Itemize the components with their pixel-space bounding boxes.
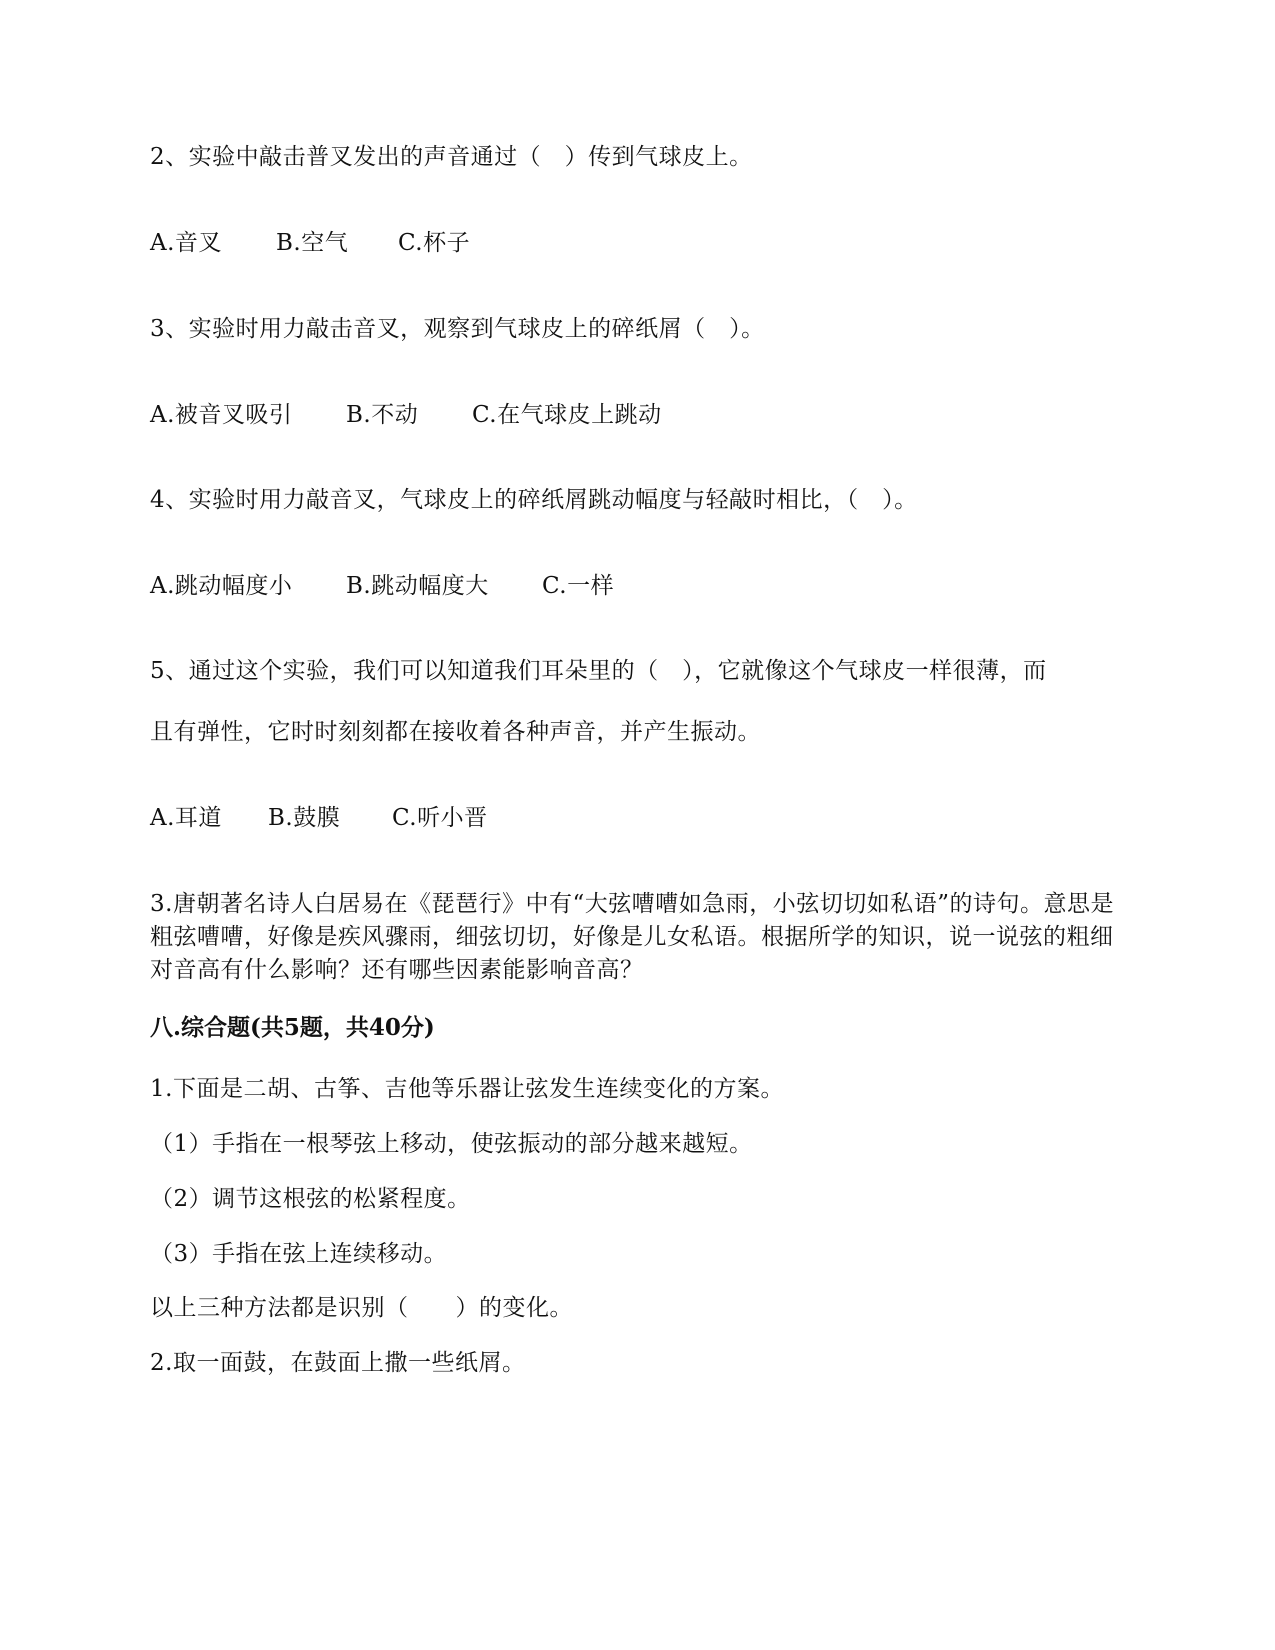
comprehensive-q1-stem: 1.下面是二胡、古筝、吉他等乐器让弦发生连续变化的方案。 [150, 1076, 784, 1102]
question-2-stem: 2、实验中敲击普叉发出的声音通过（ ）传到气球皮上。 [150, 144, 753, 170]
comprehensive-q1-item-1: （1）手指在一根琴弦上移动，使弦振动的部分越来越短。 [150, 1131, 753, 1157]
option-a: A.跳动幅度小 [150, 573, 293, 599]
comprehensive-q1-item-3: （3）手指在弦上连续移动。 [150, 1241, 448, 1267]
poem-question-paragraph: 3.唐朝著名诗人白居易在《琵琶行》中有“大弦嘈嘈如急雨，小弦切切如私语”的诗句。意思是粗弦嘈嘈，好像是疾风骤雨，细弦切切，好像是儿女私语。根据所学的知识，说一说弦的粗细对音高有什么影响？还有哪些因素能影响音高？ [150, 891, 1114, 983]
option-b: B.不动 [346, 402, 419, 428]
option-c: C.杯子 [398, 230, 471, 256]
question-2-options [150, 232, 470, 255]
option-c: C.一样 [542, 573, 615, 599]
question-3-stem: 3、实验时用力敲击音叉，观察到气球皮上的碎纸屑（ ）。 [150, 316, 765, 342]
option-a: A.音叉 [150, 230, 222, 256]
option-a: A.耳道 [150, 805, 222, 831]
comprehensive-q2-stem: 2.取一面鼓，在鼓面上撒一些纸屑。 [150, 1350, 526, 1376]
option-b: B.鼓膜 [268, 805, 341, 831]
section-heading: 八.综合题(共5题，共40分) [150, 1014, 435, 1041]
question-5-stem-line-2: 且有弹性，它时时刻刻都在接收着各种声音，并产生振动。 [150, 719, 761, 745]
question-5-stem-line-1: 5、通过这个实验，我们可以知道我们耳朵里的（ ），它就像这个气球皮一样很薄，而 [150, 658, 1047, 684]
option-b: B.跳动幅度大 [346, 573, 489, 599]
option-a: A.被音叉吸引 [150, 402, 293, 428]
comprehensive-q1-conclusion: 以上三种方法都是识别（ ）的变化。 [150, 1295, 573, 1321]
question-4-options [150, 575, 614, 598]
option-c: C.在气球皮上跳动 [472, 402, 662, 428]
option-b: B.空气 [276, 230, 349, 256]
comprehensive-q1-item-2: （2）调节这根弦的松紧程度。 [150, 1186, 471, 1212]
question-3-options [150, 404, 662, 427]
question-4-stem: 4、实验时用力敲音叉，气球皮上的碎纸屑跳动幅度与轻敲时相比，（ ）。 [150, 487, 918, 513]
question-5-options [150, 807, 488, 830]
option-c: C.听小晋 [392, 805, 488, 831]
